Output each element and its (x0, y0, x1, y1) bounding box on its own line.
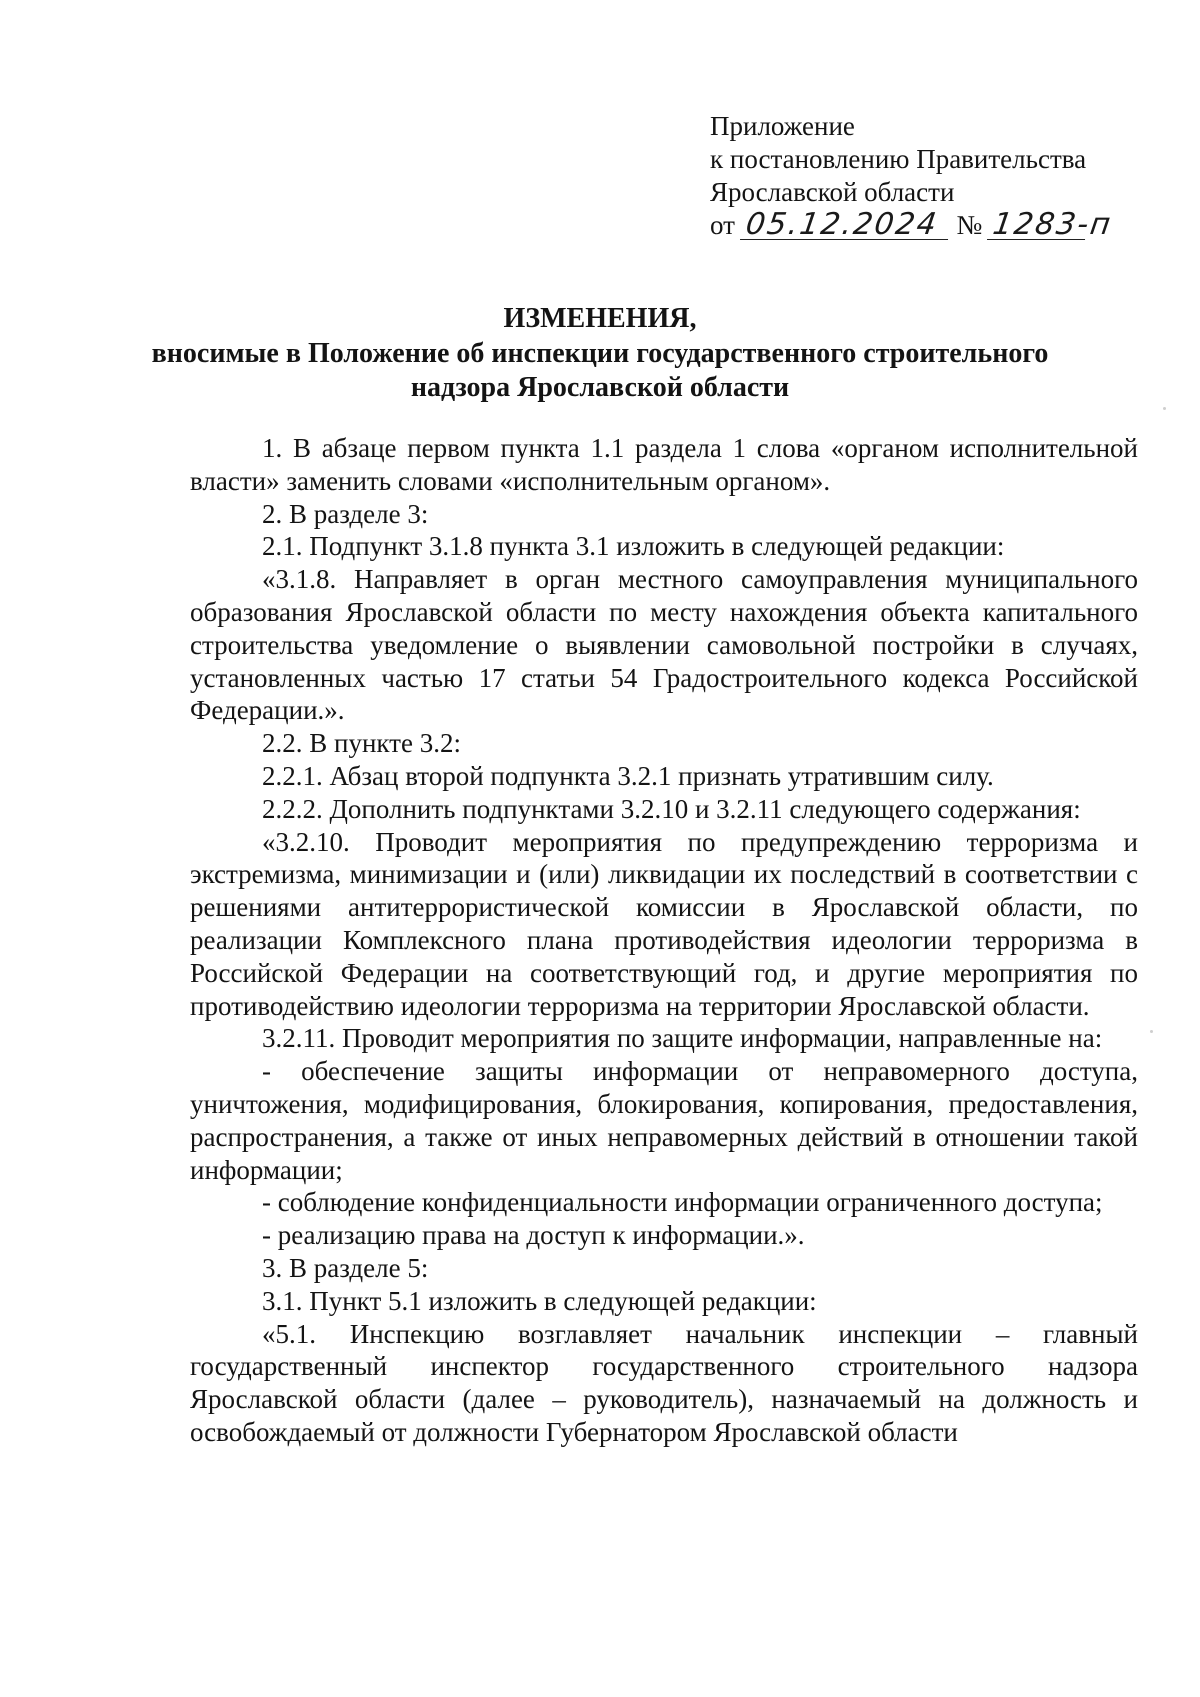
paragraph-2-2: 2.2. В пункте 3.2: (262, 728, 461, 759)
paragraph-3-2-10: «3.2.10. Проводит мероприятия по предупреждению терроризма и экстремизма, минимизации и (или) ликвидации их последствий в соответствии с решениями антитеррористической комиссии в Ярославской области, по реализации Комплексного плана противодействия идеологии терроризма в Российской Федерации на соответствующий год, и другие мероприятия по противодействию идеологии терроризма на территории Ярославской области. (190, 826, 1138, 1021)
paragraph-5-1: «5.1. Инспекцию возглавляет начальник инспекции – главный государственный инспектор государственного строительного надзора Ярославской области (далее – руководитель), назначаемый на должность и освобождаемый от должности Губернатором Ярославской области (190, 1318, 1138, 1447)
scan-speck (1150, 1030, 1153, 1033)
date-prefix: от (710, 210, 735, 240)
paragraph-2-2-1: 2.2.1. Абзац второй подпункта 3.2.1 признать утратившим силу. (262, 760, 994, 791)
paragraph-2: 2. В разделе 3: (262, 498, 429, 529)
paragraph-3: 3. В разделе 5: (262, 1252, 429, 1283)
paragraph-3-2-11: 3.2.11. Проводит мероприятия по защите информации, направленные на: (262, 1023, 1103, 1054)
paragraph-2-1: 2.1. Подпункт 3.1.8 пункта 3.1 изложить в следующей редакции: (262, 531, 1005, 562)
number-prefix: № (956, 210, 983, 240)
appendix-resolution-line: к постановлению Правительства (710, 144, 1087, 174)
paragraph-3-1-8: «3.1.8. Направляет в орган местного самоуправления муниципального образования Ярославской области по месту нахождения объекта капитального строительства уведомление о выявлении самовольной постройки в случаях, установленных частью 17 статьи 54 Градостроительного кодекса Российской Федерации.». (190, 564, 1138, 726)
paragraph-1: 1. В абзаце первом пункта 1.1 раздела 1 слова «органом исполнительной власти» заменить словами «исполнительным органом». (190, 433, 1138, 496)
paragraph-3-1: 3.1. Пункт 5.1 изложить в следующей редакции: (262, 1285, 817, 1316)
appendix-region-line: Ярославской области (710, 177, 955, 207)
list-item-protection: - обеспечение защиты информации от неправомерного доступа, уничтожения, модифицирования, блокирования, копирования, предоставления, распространения, а также от иных неправомерных действий в отношении такой информации; (190, 1056, 1138, 1185)
list-item-access-right: - реализацию права на доступ к информации.». (262, 1220, 805, 1251)
scan-speck (1163, 407, 1166, 410)
paragraph-2-2-2: 2.2.2. Дополнить подпунктами 3.2.10 и 3.2.11 следующего содержания: (262, 793, 1081, 824)
document-subtitle-line-2: надзора Ярославской области (410, 372, 790, 403)
handwritten-date: 05.12.2024 (740, 211, 952, 240)
document-body (190, 432, 1138, 1449)
document-subtitle-line-1: вносимые в Положение об инспекции государственного строительного (151, 338, 1049, 369)
list-item-confidentiality: - соблюдение конфиденциальности информации ограниченного доступа; (262, 1187, 1103, 1218)
appendix-block (710, 110, 1115, 242)
appendix-title: Приложение (710, 111, 855, 141)
document-title: ИЗМЕНЕНИЯ, (503, 303, 697, 334)
handwritten-number: 1283-п (987, 211, 1089, 240)
appendix-date-number-line (710, 207, 1115, 242)
